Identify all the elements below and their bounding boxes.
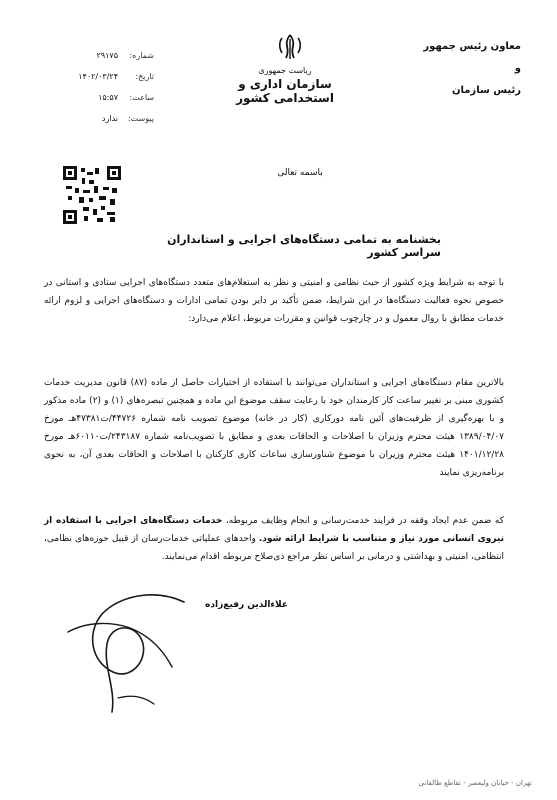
meta-number-row xyxy=(56,45,154,66)
meta-attachment-value: ندارد xyxy=(101,114,118,123)
paragraph-1: با توجه به شرایط ویژه کشور از حیث نظامی و امنیتی و نظر به استعلام‌های متعدد دستگاه‌های اجرایی ستادی و استانی در خصوص نحوه فعالیت دستگاه‌ها در این شرایط، ضمن تأکید بر دایر بودن تمامی ادارات و دستگاه‌های اجرایی و لزوم ارائه خدمات مطابق با روال معمول و در چارچوب قوانین و مقررات مربوط، اعلام می‌دارد: xyxy=(44,278,504,324)
paragraph-2: بالاترین مقام دستگاه‌های اجرایی و استانداران می‌توانند با استفاده از اختیارات حاصل از ماده (۸۷) قانون مدیریت خدمات کشوری مبنی بر تغییر ساعت کار کارمندان خود با رعایت سقف موضوع این ماده و همچنین تبصره‌های (۱) و (۲) ماده مذکور و با بهره‌گیری از ظرفیت‌های آئین نامه دورکاری (کار در خانه) موضوع تصویب نامه شماره ۴۴۷۲۶/ت۴۷۳۸۱هـ مورخ ۱۳۸۹/۰۴/۰۷ هیئت محترم وزیران با اصلاحات و الحاقات بعدی و مطابق با تصویب‌نامه شماره ۲۴۳۱۸۷/ت۶۰۱۱۰هـ مورخ ۱۴۰۱/۱۲/۲۸ هیئت محترم وزیران با موضوع شناورسازی ساعات کاری کارکنان با اصلاحات و الحاقات بعدی آن، به نحوی برنامه‌ریزی نمایند xyxy=(44,378,504,478)
meta-date-value: ۱۴۰۲/۰۳/۲۴ xyxy=(78,72,118,81)
meta-time-label: ساعت: xyxy=(129,93,154,102)
sender-title-line-2: و xyxy=(514,63,521,74)
meta-time-value: ۱۵:۵۷ xyxy=(98,93,118,102)
signer-name: علاءالدین رفیع‌زاده xyxy=(205,600,288,610)
presidency-label: ریاست جمهوری xyxy=(258,66,312,75)
basmala: باسمه تعالی xyxy=(277,168,323,178)
meta-time-row xyxy=(56,87,154,108)
iran-emblem-icon xyxy=(274,31,306,63)
sender-title-line-3: رئیس سازمان xyxy=(451,85,521,96)
organization-header xyxy=(220,66,350,105)
handwritten-signature xyxy=(58,580,216,730)
qr-finder-top-left xyxy=(63,166,77,180)
paragraph-3-bold: خدمات دستگاه‌های اجرایی با استفاده از نیروی انسانی مورد نیاز و متناسب با شرایط ارائه شود. xyxy=(44,516,504,544)
footer-address: تهران - خیابان ولیعصر - تقاطع طالقانی xyxy=(418,779,532,787)
meta-number-label: شماره: xyxy=(129,51,154,60)
meta-date-label: تاریخ: xyxy=(135,72,154,81)
letter-metadata xyxy=(56,45,154,129)
qr-finder-top-right xyxy=(107,166,121,180)
meta-number-value: ۲۹۱۷۵ xyxy=(96,51,118,60)
sender-title xyxy=(401,40,521,106)
qr-finder-bottom-left xyxy=(63,210,77,224)
paragraph-3-end: واحدهای عملیاتی خدمات‌رسان از قبیل حوزه‌های نظامی، انتظامی، امنیتی و بهداشتی و درمانی بر اساس نظر مراجع ذی‌صلاح مربوطه اقدام می‌نمایند. xyxy=(44,534,504,562)
meta-attachment-row xyxy=(56,108,154,129)
organization-name: سازمان اداری و استخدامی کشور xyxy=(236,77,334,105)
meta-attachment-label: پیوست: xyxy=(127,114,154,123)
paragraph-3 xyxy=(44,512,504,566)
meta-date-row xyxy=(56,66,154,87)
sender-title-line-1: معاون رئیس جمهور xyxy=(423,41,521,52)
qr-code xyxy=(63,166,121,224)
paragraph-3-start: که ضمن عدم ایجاد وقفه در فرایند خدمت‌رسانی و انجام وظایف مربوطه، xyxy=(222,516,504,526)
subject-line: بخشنامه به تمامی دستگاه‌های اجرایی و استانداران سراسر کشور xyxy=(167,233,441,259)
